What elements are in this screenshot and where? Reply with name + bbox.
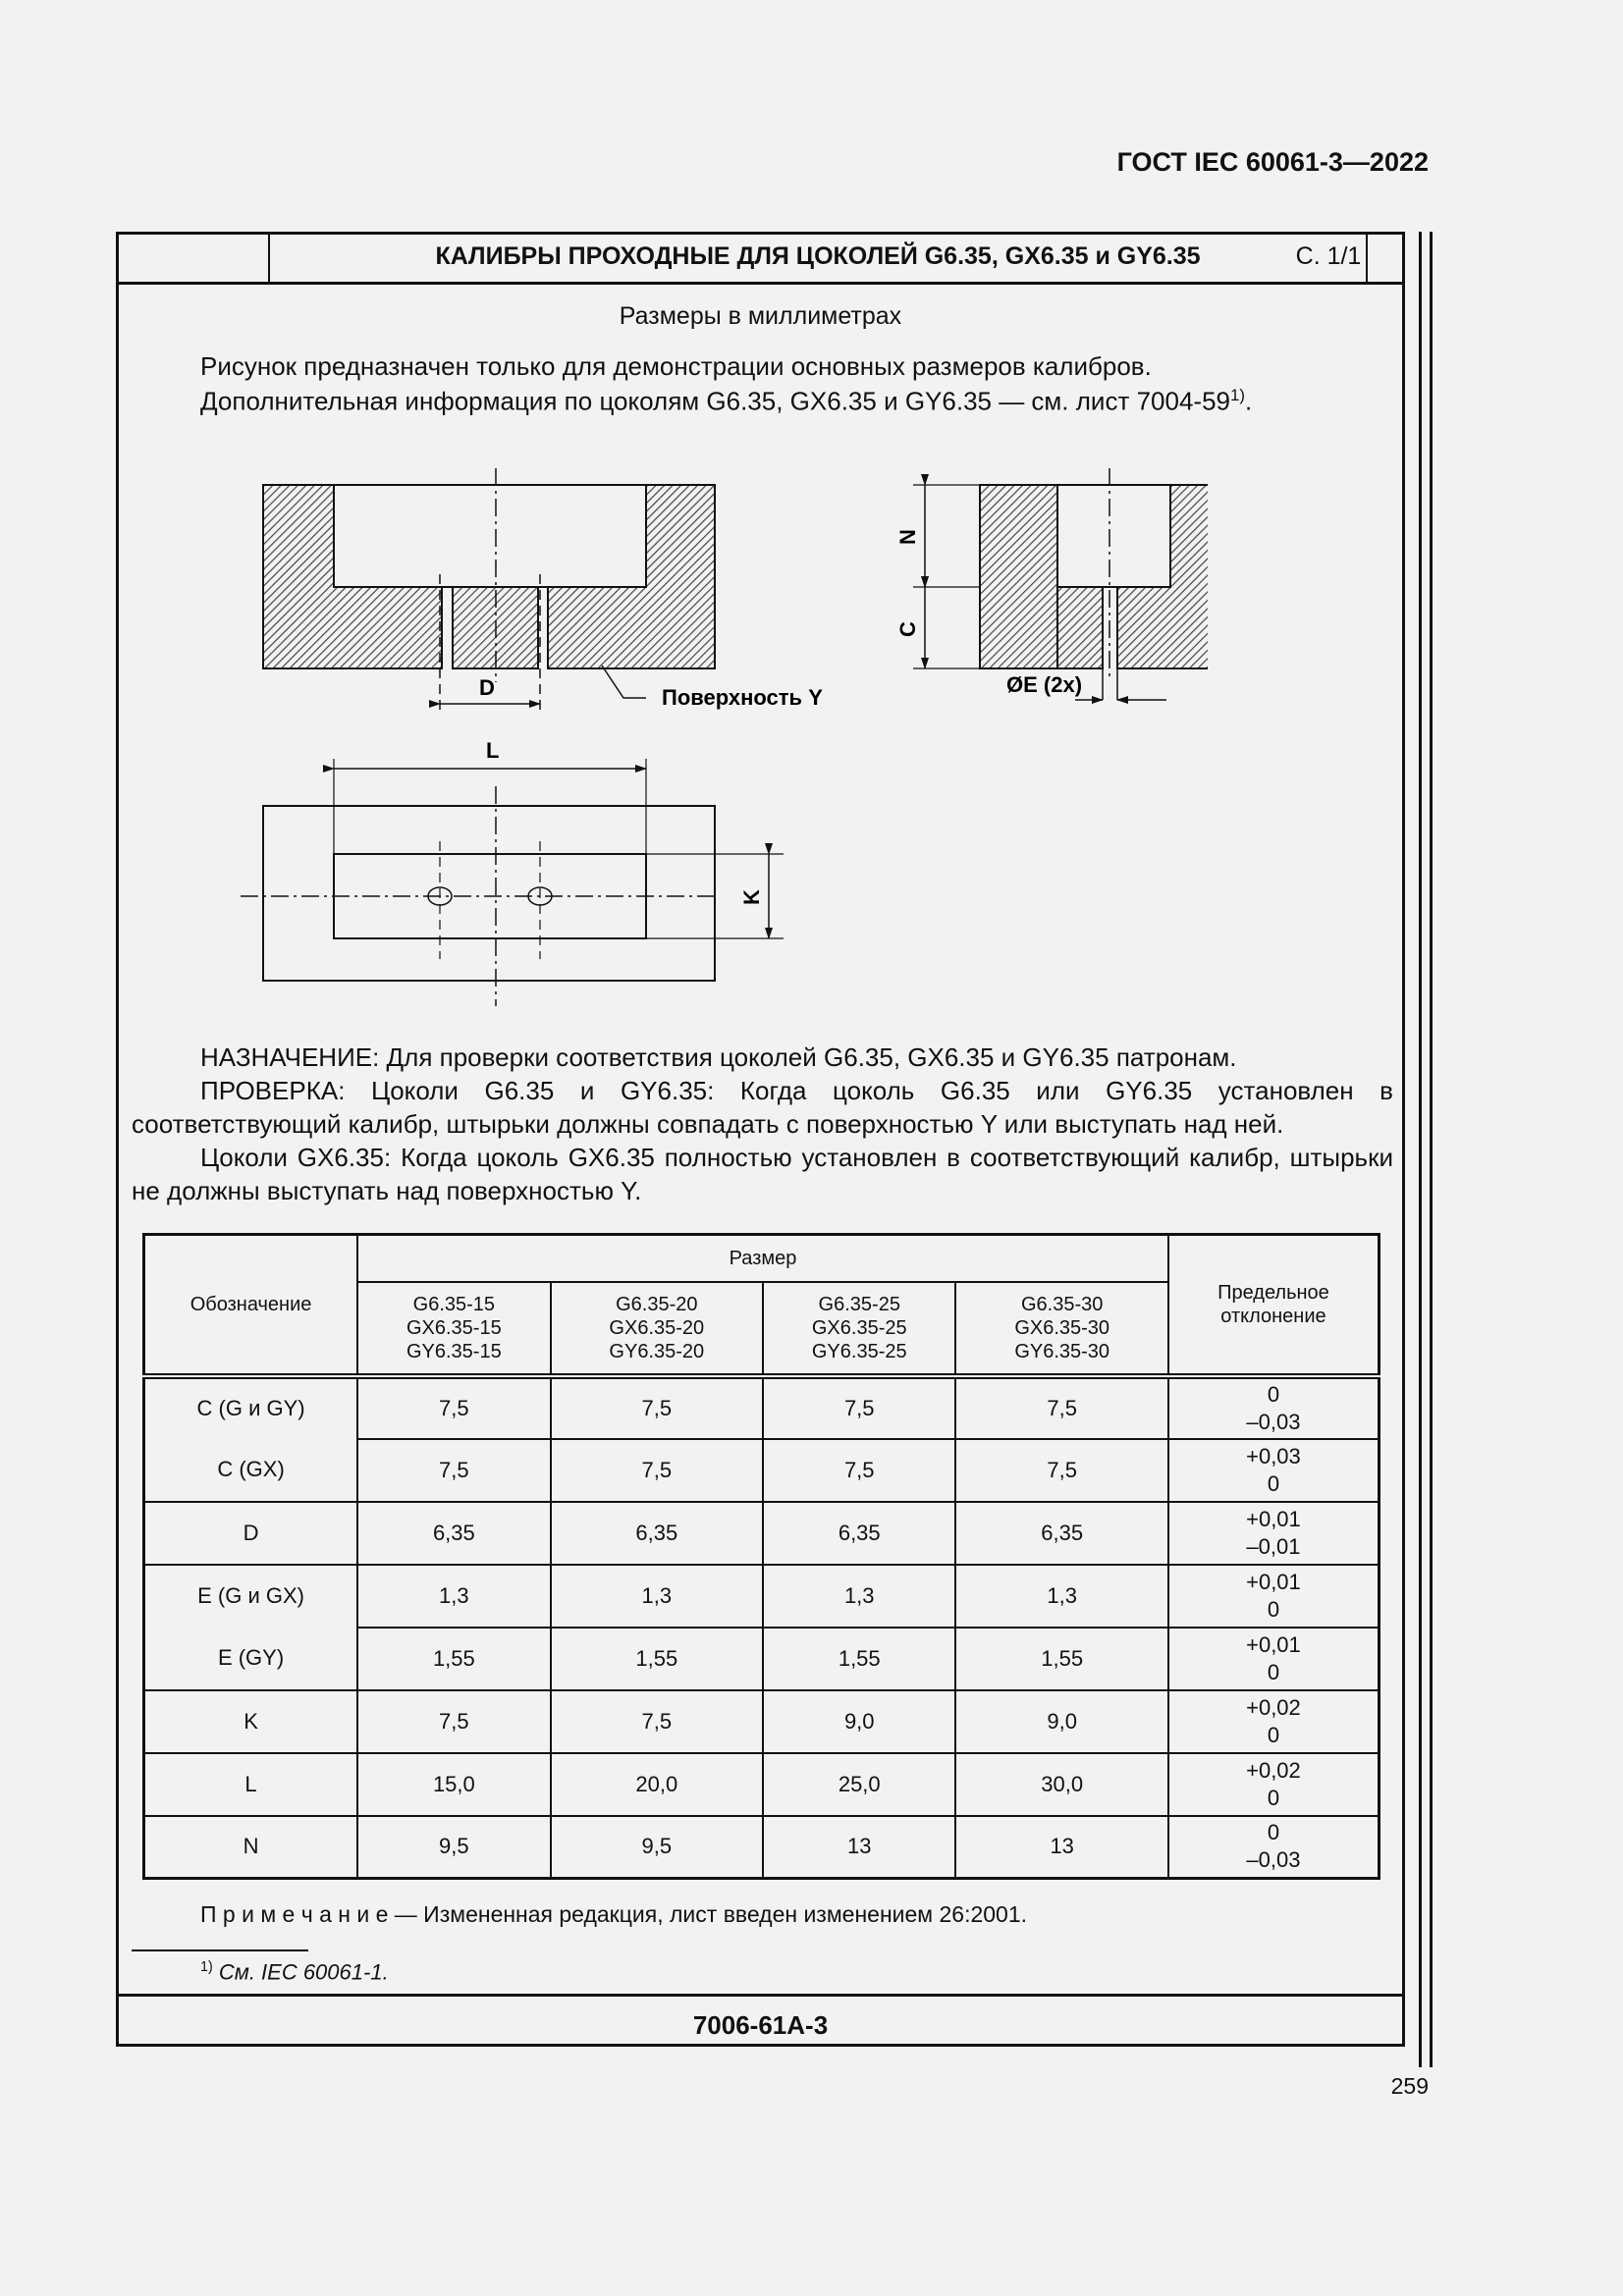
table-row bbox=[144, 1376, 1380, 1439]
size-column-header bbox=[955, 1282, 1167, 1376]
tolerance bbox=[1168, 1628, 1380, 1690]
gx-text: Цоколи GX6.35: Когда цоколь GX6.35 полностью установлен в соответствующий калибр, штырьки не должны выступать над поверхностью Y. bbox=[132, 1143, 1393, 1205]
tolerance-lower: 0 bbox=[1267, 1722, 1280, 1747]
frame-double-line-inner bbox=[1430, 232, 1433, 2067]
sheet-number: С. 1/1 bbox=[1295, 242, 1362, 270]
size-header: Размер bbox=[357, 1235, 1168, 1282]
tolerance bbox=[1168, 1376, 1380, 1439]
footer-separator bbox=[116, 1994, 1405, 1997]
dimension-value: 7,5 bbox=[955, 1376, 1167, 1439]
label-l: L bbox=[486, 738, 500, 763]
dimension-value: 9,0 bbox=[955, 1690, 1167, 1753]
dimension-value: 1,3 bbox=[955, 1565, 1167, 1628]
tolerance bbox=[1168, 1565, 1380, 1628]
dimension-value: 9,5 bbox=[551, 1816, 763, 1879]
table-row bbox=[144, 1628, 1380, 1690]
cap-designation: GX6.35-20 bbox=[609, 1316, 705, 1339]
cap-designation: GY6.35-30 bbox=[1014, 1340, 1110, 1362]
check-text: ПРОВЕРКА: Цоколи G6.35 и GY6.35: Когда цоколь G6.35 или GY6.35 установлен в соответствующий калибр, штырьки должны совпадать с поверхностью Y или выступать над ней. bbox=[132, 1076, 1393, 1139]
dimension-value: 25,0 bbox=[763, 1753, 955, 1816]
tolerance-lower: 0 bbox=[1267, 1470, 1280, 1496]
tolerance-upper: 0 bbox=[1267, 1820, 1280, 1845]
tolerance-lower: –0,03 bbox=[1246, 1409, 1301, 1434]
footnote-mark: 1) bbox=[200, 1959, 213, 1975]
tolerance-upper: +0,01 bbox=[1246, 1506, 1301, 1531]
dimension-name: E (GY) bbox=[144, 1628, 358, 1690]
cap-designation: GY6.35-15 bbox=[406, 1340, 502, 1362]
tolerance bbox=[1168, 1753, 1380, 1816]
label-surface-y: Поверхность Y bbox=[662, 685, 823, 710]
size-column-header bbox=[763, 1282, 955, 1376]
tolerance bbox=[1168, 1502, 1380, 1565]
dimension-name: E (G и GX) bbox=[144, 1565, 358, 1628]
deviation-header: Предельное отклонение bbox=[1168, 1235, 1380, 1376]
dimension-value: 15,0 bbox=[357, 1753, 550, 1816]
dimension-value: 7,5 bbox=[763, 1439, 955, 1502]
side-section-view bbox=[895, 468, 1208, 700]
dimension-name: N bbox=[144, 1816, 358, 1879]
tolerance-upper: +0,02 bbox=[1246, 1757, 1301, 1783]
dimension-value: 13 bbox=[763, 1816, 955, 1879]
footnote-ref: 1) bbox=[1230, 386, 1246, 404]
front-section-view bbox=[263, 468, 823, 714]
cap-designation: G6.35-30 bbox=[1020, 1293, 1104, 1315]
dimension-name: L bbox=[144, 1753, 358, 1816]
cap-designation: G6.35-15 bbox=[412, 1293, 496, 1315]
dimension-value: 6,35 bbox=[955, 1502, 1167, 1565]
intro-line-1: Рисунок предназначен только для демонстрации основных размеров калибров. bbox=[200, 351, 1152, 381]
tolerance-lower: –0,03 bbox=[1246, 1847, 1301, 1873]
tolerance-lower: 0 bbox=[1267, 1659, 1280, 1684]
dimension-value: 1,55 bbox=[551, 1628, 763, 1690]
purpose-text: НАЗНАЧЕНИЕ: Для проверки соответствия цоколей G6.35, GX6.35 и GY6.35 патронам. bbox=[200, 1042, 1237, 1072]
dimension-value: 7,5 bbox=[357, 1690, 550, 1753]
tolerance bbox=[1168, 1439, 1380, 1502]
description bbox=[132, 1041, 1393, 1207]
tolerance bbox=[1168, 1816, 1380, 1879]
table-row bbox=[144, 1816, 1380, 1879]
cap-designation: GX6.35-30 bbox=[1014, 1316, 1110, 1339]
dimensions-table bbox=[142, 1233, 1380, 1880]
dimension-value: 13 bbox=[955, 1816, 1167, 1879]
dimension-value: 7,5 bbox=[357, 1376, 550, 1439]
intro-line-2 bbox=[200, 386, 1252, 417]
cap-designation: G6.35-20 bbox=[616, 1293, 698, 1315]
note: П р и м е ч а н и е — Измененная редакция, лист введен изменением 26:2001. bbox=[200, 1901, 1028, 1927]
standard-number: ГОСТ IEC 60061-3—2022 bbox=[1116, 147, 1429, 177]
tolerance-upper: +0,03 bbox=[1246, 1443, 1301, 1468]
table-row bbox=[144, 1753, 1380, 1816]
table-row bbox=[144, 1565, 1380, 1628]
dimension-value: 6,35 bbox=[763, 1502, 955, 1565]
cap-designation: GY6.35-20 bbox=[609, 1340, 705, 1362]
dimension-value: 20,0 bbox=[551, 1753, 763, 1816]
cap-designation: GX6.35-15 bbox=[406, 1316, 502, 1339]
dimension-name: K bbox=[144, 1690, 358, 1753]
dimension-value: 1,3 bbox=[763, 1565, 955, 1628]
tolerance-upper: +0,02 bbox=[1246, 1694, 1301, 1720]
cap-designation: GY6.35-25 bbox=[811, 1340, 907, 1362]
table-row bbox=[144, 1439, 1380, 1502]
dimension-value: 7,5 bbox=[551, 1690, 763, 1753]
dimension-value: 7,5 bbox=[551, 1439, 763, 1502]
dimension-name: C (GX) bbox=[144, 1439, 358, 1502]
dimension-value: 30,0 bbox=[955, 1753, 1167, 1816]
sheet-header bbox=[116, 232, 1405, 285]
gauge-drawing bbox=[226, 456, 1208, 1026]
dimension-value: 1,55 bbox=[955, 1628, 1167, 1690]
size-column-header bbox=[551, 1282, 763, 1376]
dimension-value: 7,5 bbox=[551, 1376, 763, 1439]
sheet-code: 7006-61A-3 bbox=[692, 2010, 829, 2040]
size-column-header bbox=[357, 1282, 550, 1376]
dimension-value: 7,5 bbox=[955, 1439, 1167, 1502]
cap-designation: GX6.35-25 bbox=[811, 1316, 907, 1339]
tolerance bbox=[1168, 1690, 1380, 1753]
label-n: N bbox=[895, 529, 920, 545]
dimension-value: 1,3 bbox=[357, 1565, 550, 1628]
table-row bbox=[144, 1502, 1380, 1565]
table-row bbox=[144, 1690, 1380, 1753]
dimension-name: D bbox=[144, 1502, 358, 1565]
tolerance-lower: 0 bbox=[1267, 1596, 1280, 1622]
label-d: D bbox=[479, 675, 495, 700]
dimension-value: 9,0 bbox=[763, 1690, 955, 1753]
designation-header: Обозначение bbox=[144, 1235, 358, 1376]
page-number: 259 bbox=[1390, 2073, 1429, 2099]
tolerance-lower: –0,01 bbox=[1246, 1533, 1301, 1559]
cap-designation: G6.35-25 bbox=[818, 1293, 900, 1315]
dimension-value: 9,5 bbox=[357, 1816, 550, 1879]
label-k: K bbox=[739, 889, 764, 905]
tolerance-lower: 0 bbox=[1267, 1785, 1280, 1810]
dimension-name: C (G и GY) bbox=[144, 1376, 358, 1439]
header-blank-cell bbox=[116, 232, 270, 282]
footnote-text: См. IEC 60061-1. bbox=[218, 1959, 389, 1985]
intro-line-2-end: . bbox=[1245, 386, 1253, 416]
dimension-value: 1,55 bbox=[357, 1628, 550, 1690]
dimension-value: 1,3 bbox=[551, 1565, 763, 1628]
dimension-value: 7,5 bbox=[763, 1376, 955, 1439]
dimension-value: 1,55 bbox=[763, 1628, 955, 1690]
footnote-separator bbox=[132, 1949, 308, 1951]
dimension-value: 6,35 bbox=[551, 1502, 763, 1565]
label-e: ØE (2x) bbox=[1006, 672, 1083, 697]
tolerance-upper: +0,01 bbox=[1246, 1569, 1301, 1594]
dimension-value: 7,5 bbox=[357, 1439, 550, 1502]
plan-view bbox=[241, 738, 784, 1006]
label-c: C bbox=[895, 621, 920, 637]
dimensions-note: Размеры в миллиметрах bbox=[619, 302, 902, 330]
tolerance-upper: 0 bbox=[1267, 1381, 1280, 1407]
sheet-title: КАЛИБРЫ ПРОХОДНЫЕ ДЛЯ ЦОКОЛЕЙ G6.35, GX6.35 и GY6.35 bbox=[270, 232, 1368, 282]
tolerance-upper: +0,01 bbox=[1246, 1631, 1301, 1657]
footnote bbox=[200, 1959, 389, 1985]
dimension-value: 6,35 bbox=[357, 1502, 550, 1565]
frame-double-line-outer bbox=[1419, 232, 1422, 2067]
intro-line-2-text: Дополнительная информация по цоколям G6.35, GX6.35 и GY6.35 — см. лист 7004-59 bbox=[200, 386, 1231, 416]
